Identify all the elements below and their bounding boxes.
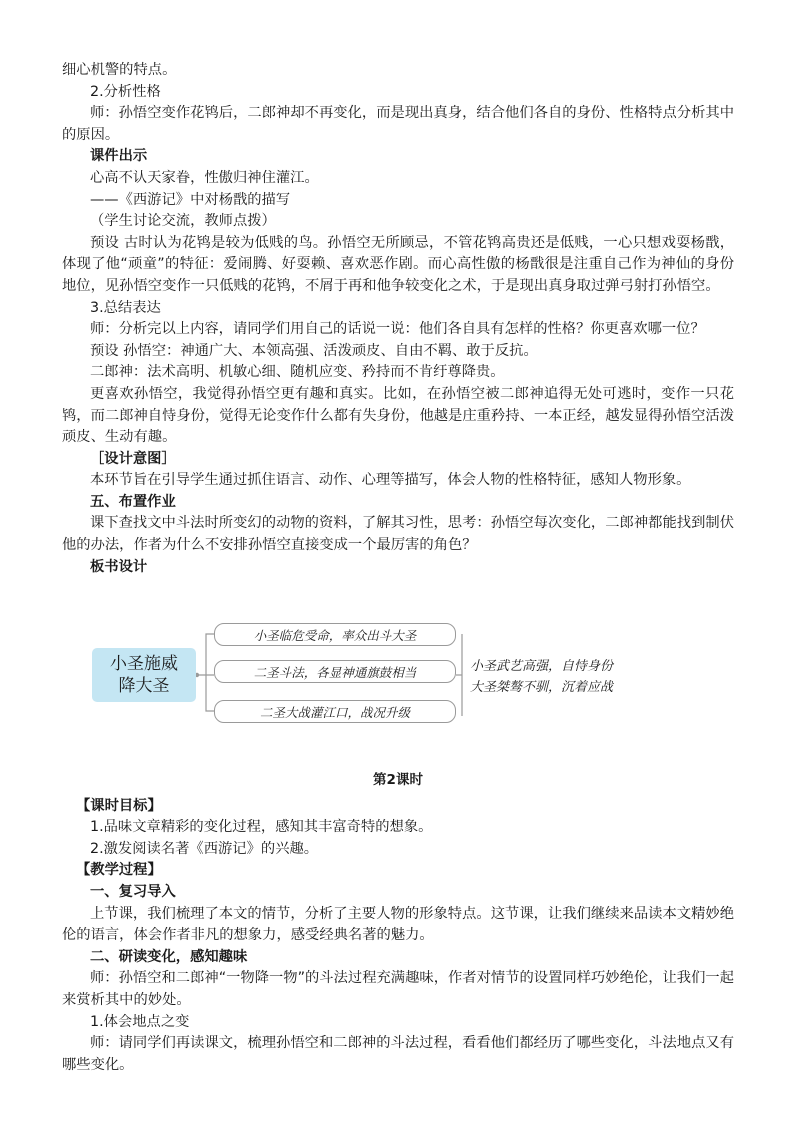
lesson-title: 第2课时 [373,772,423,788]
subheading-bold: 课件出示 [90,148,148,165]
diagram-main-box [92,648,196,702]
subheading-bold: ［设计意图］ [90,450,176,467]
section-heading: 【课时目标】 [76,797,162,814]
paragraph: 预设 古时认为花鸨是较为低贱的鸟。孙悟空无所顾忌，不管花鸨高贵还是低贱，一心只想戏耍杨戬，体现了他“顽童”的特征：爱闹腾、好耍赖、喜欢恶作剧。而心高性傲的杨戬很是注重自己作为神仙的身份地位，见孙悟空变作一只低贱的花鸨，不屑于再和他争较变化之术，于是现出真身取过弹弓射打孙悟空。 [62,234,734,294]
diagram-main-line: 小圣施威 [110,654,178,674]
section-heading: 一、复习导入 [90,883,176,900]
subheading: 2.分析性格 [90,83,161,100]
diagram-note: 大圣桀骜不驯，沉着应战 [470,680,614,695]
paragraph: 上节课，我们梳理了本文的情节，分析了主要人物的形象特点。这节课，让我们继续来品读本文精妙绝伦的语言，体会作者非凡的想象力，感受经典名著的魅力。 [62,905,734,944]
paragraph: 本环节旨在引导学生通过抓住语言、动作、心理等描写，体会人物的性格特征，感知人物形象。 [90,472,691,489]
paragraph: 课下查找文中斗法时所变幻的动物的资料，了解其习性，思考：孙悟空每次变化，二郎神都能找到制伏他的办法，作者为什么不安排孙悟空直接变成一个最厉害的角色？ [62,515,734,554]
diagram-branch-box: 二圣大战灌江口，战况升级 [214,700,456,723]
section-heading: 板书设计 [90,558,148,575]
paragraph: 师：孙悟空变作花鸨后，二郎神却不再变化，而是现出真身，结合他们各自的身份、性格特点分析其中的原因。 [62,105,734,143]
paragraph: 二郎神：法术高明、机敏心细、随机应变、矜持而不肯纡尊降贵。 [90,364,505,381]
subheading: 3.总结表达 [90,299,161,316]
section-heading: 五、布置作业 [90,493,176,510]
quote: 心高不认天家眷，性傲归神住灌江。 [90,169,319,186]
text-block-lower [62,770,734,1076]
section-heading: 二、研读变化，感知趣味 [90,948,248,965]
blackboard-diagram [62,618,734,730]
subheading: 1.体会地点之变 [90,1013,190,1030]
diagram-notes [470,656,613,698]
diagram-branch-box: 小圣临危受命，率众出斗大圣 [214,623,456,646]
paragraph: 师：孙悟空和二郎神“一物降一物”的斗法过程充满趣味，作者对情节的设置同样巧妙绝伦，让我们一起来赏析其中的妙处。 [62,970,734,1008]
list-item: 2.激发阅读名著《西游记》的兴趣。 [90,840,319,857]
diagram-branch-box: 二圣斗法，各显神通旗鼓相当 [214,660,456,683]
quote-source: ——《西游记》中对杨戬的描写 [90,191,291,208]
paragraph: 师：请同学们再读课文，梳理孙悟空和二郎神的斗法过程，看看他们都经历了哪些变化，斗法地点又有哪些变化。 [62,1035,734,1073]
paragraph: 细心机警的特点。 [62,62,177,78]
paragraph: 师：分析完以上内容，请同学们用自己的话说一说：他们各自具有怎样的性格？你更喜欢哪一位？ [90,321,705,338]
list-item: 1.品味文章精彩的变化过程，感知其丰富奇特的想象。 [90,819,433,836]
paragraph: 更喜欢孙悟空，我觉得孙悟空更有趣和真实。比如，在孙悟空被二郎神追得无处可逃时，变作一只花鸨，而二郎神自恃身份，觉得无论变作什么都有失身份，他越是庄重矜持、一本正经，越发显得孙悟空活泼顽皮、生动有趣。 [62,385,734,446]
section-heading: 【教学过程】 [76,862,162,879]
diagram-main-line: 降大圣 [118,676,170,696]
text-block-upper [62,60,734,578]
paragraph: 预设 孙悟空：神通广大、本领高强、活泼顽皮、自由不羁、敢于反抗。 [90,342,538,359]
note: （学生讨论交流，教师点拨） [90,213,276,230]
diagram-note: 小圣武艺高强，自恃身份 [470,659,614,674]
